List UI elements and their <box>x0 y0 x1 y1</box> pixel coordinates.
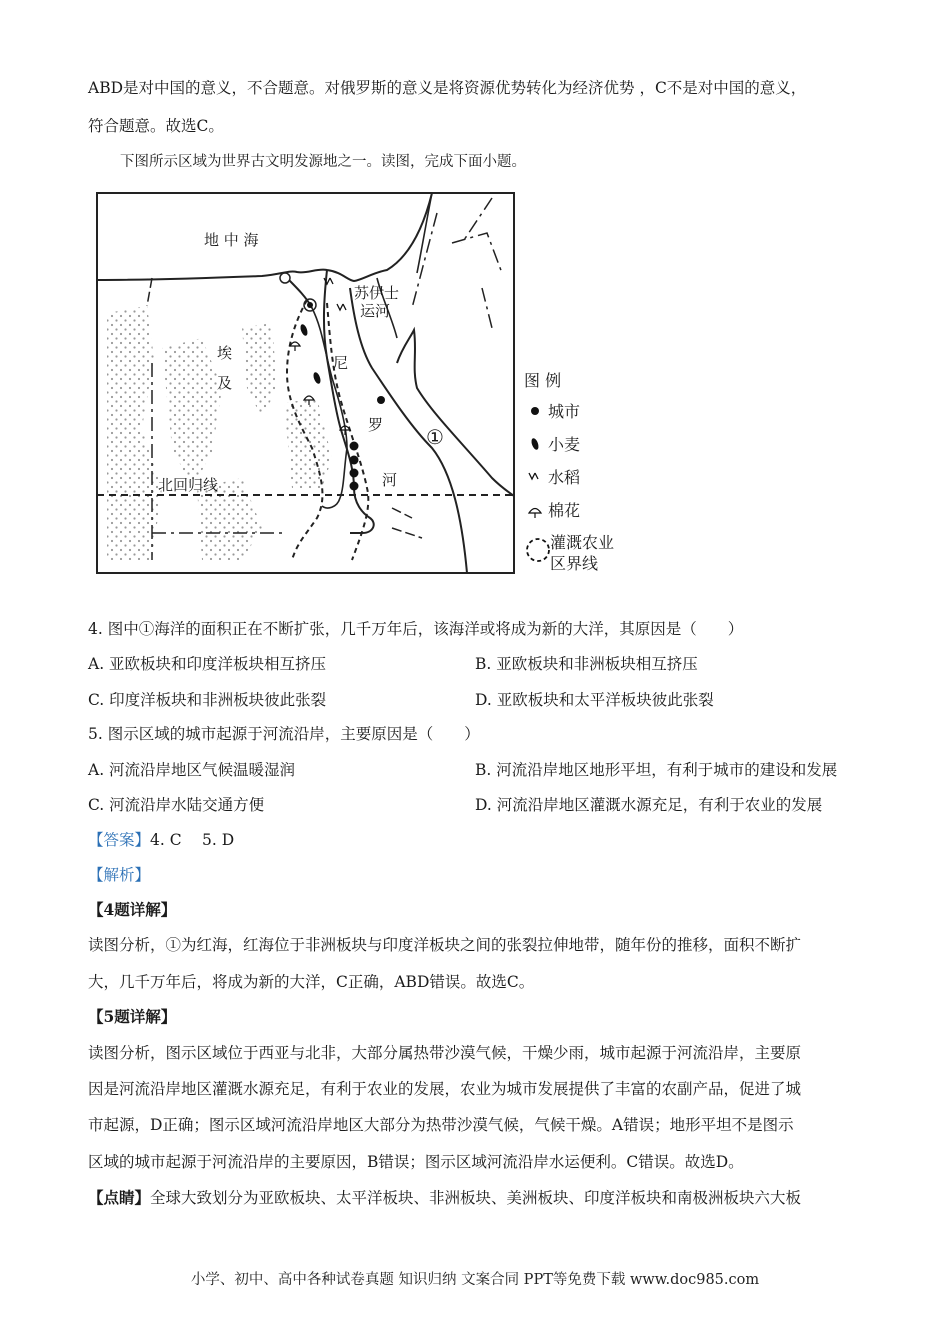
q4-option-a: A. 亚欧板块和印度洋板块相互挤压 <box>88 655 327 673</box>
answer-tag: 【答案】 <box>88 831 151 849</box>
legend-irrigation-1: 灌溉农业 <box>550 533 615 552</box>
label-mediterranean: 地 中 海 <box>204 231 259 249</box>
answer-line <box>88 828 234 850</box>
answer-text: 4. C 5. D <box>150 831 235 849</box>
mediterranean-coast <box>97 193 432 281</box>
analysis-tag: 【解析】 <box>88 866 151 884</box>
legend-wheat: 小麦 <box>548 435 581 454</box>
detail-5-title: 【5题详解】 <box>88 1007 177 1026</box>
question-intro: 下图所示区域为世界古文明发源地之一。读图，完成下面小题。 <box>120 154 526 170</box>
label-egypt-1: 埃 <box>217 344 233 362</box>
map-frame <box>97 193 514 573</box>
label-nile-1: 尼 <box>333 354 349 372</box>
legend-rice: 水稻 <box>548 468 581 487</box>
label-egypt-2: 及 <box>217 374 233 392</box>
tip-text: 全球大致划分为亚欧板块、太平洋板块、非洲板块、美洲板块、印度洋板块和南极洲板块六大板 <box>150 1189 802 1207</box>
wheat-symbols <box>299 323 322 384</box>
intro-line-1: ABD是对中国的意义，不合题意。对俄罗斯的意义是将资源优势转化为经济优势 ，C不是对中国的意义， <box>88 79 807 97</box>
label-tropic: 北回归线 <box>158 476 219 494</box>
red-sea-east-coast <box>397 330 514 496</box>
detail-5-line-2: 因是河流沿岸地区灌溉水源充足，有利于农业的发展，农业为城市发展提供了丰富的农副产品，促进了城 <box>88 1080 802 1098</box>
detail-5-line-1: 读图分析，图示区域位于西亚与北非，大部分属热带沙漠气候，干燥少雨，城市起源于河流沿岸，主要原 <box>88 1044 802 1062</box>
label-suez-2: 运河 <box>360 302 391 320</box>
q4-option-d: D. 亚欧板块和太平洋板块彼此张裂 <box>475 691 714 709</box>
legend-cotton: 棉花 <box>548 501 581 520</box>
q5-option-a: A. 河流沿岸地区气候温暖湿润 <box>88 761 296 779</box>
detail-5-line-3: 市起源，D正确；图示区域河流沿岸地区大部分为热带沙漠气候，气候干燥。A错误；地形平坦不是图示 <box>88 1116 794 1134</box>
label-nile-2: 罗 <box>368 416 384 434</box>
q5-option-c: C. 河流沿岸水陆交通方便 <box>88 796 265 814</box>
intro-line-2: 符合题意。故选C。 <box>88 117 224 135</box>
q4-option-c: C. 印度洋板块和非洲板块彼此张裂 <box>88 691 327 709</box>
legend-irrigation-2: 区界线 <box>550 554 599 573</box>
tip-tag: 【点睛】 <box>88 1188 151 1207</box>
detail-4-line-1: 读图分析，①为红海，红海位于非洲板块与印度洋板块之间的张裂拉伸地带，随年份的推移，面积不断扩 <box>88 936 802 954</box>
map-legend <box>524 371 614 573</box>
question-5-stem: 5. 图示区域的城市起源于河流沿岸，主要原因是（ ） <box>88 725 480 743</box>
detail-4-line-2: 大，几千万年后，将成为新的大洋，C正确，ABD错误。故选C。 <box>88 973 535 991</box>
q5-option-b: B. 河流沿岸地区地形平坦，有利于城市的建设和发展 <box>475 761 838 779</box>
q5-option-d: D. 河流沿岸地区灌溉水源充足，有利于农业的发展 <box>475 796 823 814</box>
legend-title: 图 例 <box>524 371 562 390</box>
label-red-sea-marker: ① <box>426 425 444 449</box>
q4-option-b: B. 亚欧板块和非洲板块相互挤压 <box>475 655 698 673</box>
label-nile-3: 河 <box>382 471 398 489</box>
page-footer: 小学、初中、高中各种试卷真题 知识归纳 文案合同 PPT等免费下载 www.doc985.com <box>190 1272 760 1288</box>
detail-4-title: 【4题详解】 <box>88 900 177 919</box>
label-suez-1: 苏伊士 <box>354 284 400 302</box>
question-4-stem: 4. 图中①海洋的面积正在不断扩张，几千万年后，该海洋或将成为新的大洋，其原因是（ ） <box>88 620 744 638</box>
detail-5-line-4: 区域的城市起源于河流沿岸的主要原因，B错误；图示区域河流沿岸水运便利。C错误。故选D。 <box>88 1153 744 1171</box>
nile-map <box>92 188 637 578</box>
legend-city: 城市 <box>548 402 581 421</box>
tip-line <box>88 1186 801 1208</box>
